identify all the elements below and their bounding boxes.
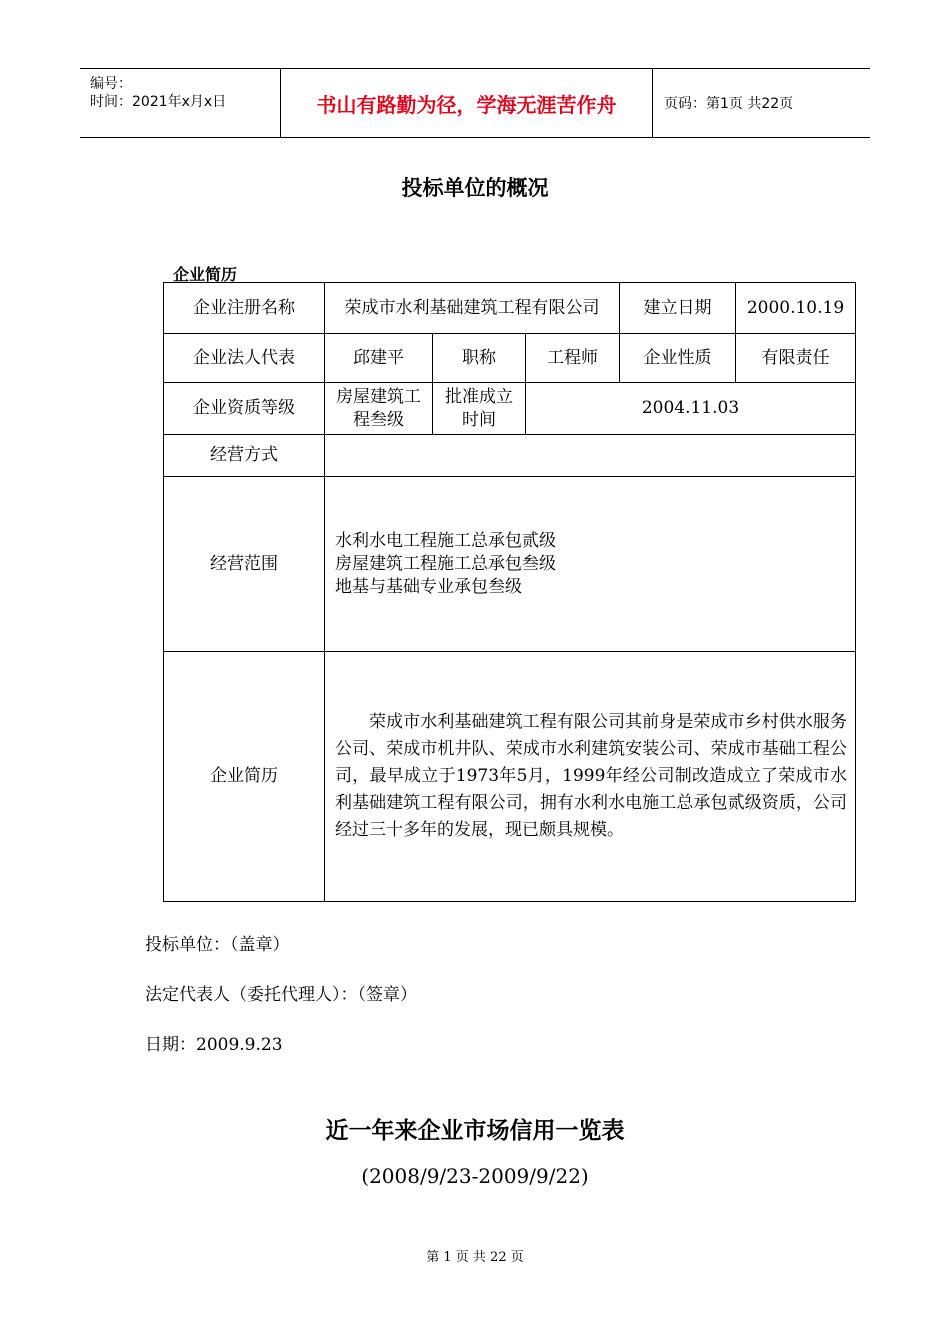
reg-name-label: 企业注册名称 bbox=[164, 283, 325, 334]
bidder-line: 投标单位：（盖章） bbox=[145, 935, 290, 955]
serial-label: 编号： bbox=[90, 76, 132, 92]
scope-list bbox=[325, 477, 856, 652]
nature-label: 企业性质 bbox=[620, 334, 736, 383]
founded-label: 建立日期 bbox=[620, 283, 736, 334]
intro-text: 荣成市水利基础建筑工程有限公司其前身是荣成市乡村供水服务公司、荣成市机井队、荣成市水利建筑安装公司、荣成市基础工程公司，最早成立于1973年5月，1999年经公司制改造成立了荣成市水利基础建筑工程有限公司，拥有水利水电施工总承包贰级资质，公司经过三十多年的发展，现已颇具规模。 bbox=[335, 712, 847, 840]
legal-rep-label: 企业法人代表 bbox=[164, 334, 325, 383]
approval-label: 批准成立时间 bbox=[433, 383, 526, 435]
founded-value: 2000.10.19 bbox=[736, 283, 856, 334]
table-row bbox=[164, 383, 856, 435]
reg-name-value: 荣成市水利基础建筑工程有限公司 bbox=[325, 283, 620, 334]
doc-title: 投标单位的概况 bbox=[401, 175, 549, 200]
section2-title: 近一年来企业市场信用一览表 bbox=[325, 1117, 625, 1144]
business-mode-label: 经营方式 bbox=[164, 435, 325, 477]
page-footer: 第 1 页 共 22 页 bbox=[426, 1250, 524, 1265]
table-row bbox=[164, 334, 856, 383]
table-row bbox=[164, 435, 856, 477]
header-page-info: 页码：第1页 共22页 bbox=[664, 96, 794, 112]
time-label: 时间：2021年x月x日 bbox=[90, 94, 227, 110]
qualification-value: 房屋建筑工程叁级 bbox=[325, 383, 433, 435]
header-motto: 书山有路勤为径，学海无涯苦作舟 bbox=[281, 69, 653, 137]
table-row bbox=[164, 652, 856, 902]
title-label: 职称 bbox=[433, 334, 526, 383]
section-label: 企业简历 bbox=[173, 265, 238, 284]
scope-item: 房屋建筑工程施工总承包叁级 bbox=[335, 553, 556, 574]
title-value: 工程师 bbox=[526, 334, 620, 383]
scope-item: 地基与基础专业承包叁级 bbox=[335, 576, 522, 597]
table-row bbox=[164, 283, 856, 334]
scope-item: 水利水电工程施工总承包贰级 bbox=[335, 530, 556, 551]
scope-label: 经营范围 bbox=[164, 477, 325, 652]
date-line: 日期：2009.9.23 bbox=[145, 1035, 283, 1055]
section2-period: (2008/9/23-2009/9/22) bbox=[361, 1164, 589, 1188]
qualification-label: 企业资质等级 bbox=[164, 383, 325, 435]
intro-label: 企业简历 bbox=[164, 652, 325, 902]
nature-value: 有限责任 bbox=[736, 334, 856, 383]
representative-line: 法定代表人（委托代理人）：（签章） bbox=[145, 985, 417, 1005]
legal-rep-value: 邱建平 bbox=[325, 334, 433, 383]
company-info-table bbox=[163, 282, 856, 902]
approval-value: 2004.11.03 bbox=[526, 383, 856, 435]
business-mode-value bbox=[325, 435, 856, 477]
page-header bbox=[80, 68, 870, 138]
table-row bbox=[164, 477, 856, 652]
header-meta bbox=[80, 69, 281, 137]
